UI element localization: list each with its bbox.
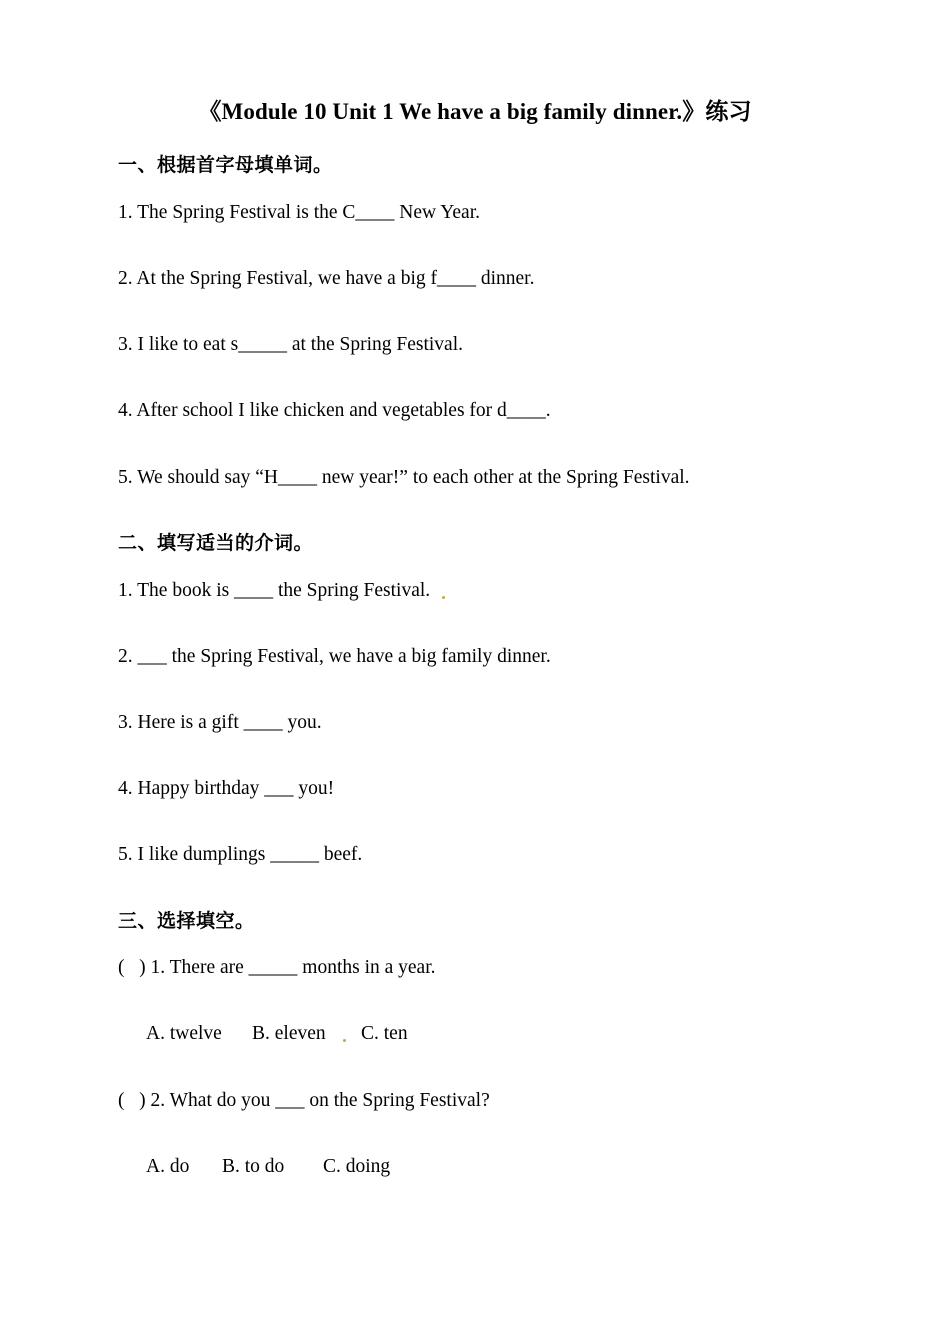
section-1-heading: 一、根据首字母填单词。 (118, 154, 333, 176)
section-2-item-1: 1. The book is ____ the Spring Festival. (118, 580, 431, 601)
question-2-option-c: C. doing (323, 1156, 391, 1177)
section-3-question-2: ( ) 2. What do you ___ on the Spring Festival? (118, 1090, 490, 1111)
question-2-option-b: B. to do (222, 1156, 285, 1177)
page-title: 《Module 10 Unit 1 We have a big family dinner.》练习 (198, 99, 752, 124)
question-1-option-a: A. twelve (146, 1023, 222, 1044)
section-2-item-3: 3. Here is a gift ____ you. (118, 712, 322, 733)
section-1-item-3: 3. I like to eat s_____ at the Spring Festival. (118, 334, 463, 355)
question-1-option-c: C. ten (361, 1023, 408, 1044)
section-2-item-5: 5. I like dumplings _____ beef. (118, 844, 363, 865)
section-2-heading: 二、填写适当的介词。 (118, 532, 314, 554)
section-1-item-4: 4. After school I like chicken and vegetables for d____. (118, 400, 551, 421)
section-3-question-1: ( ) 1. There are _____ months in a year. (118, 957, 436, 978)
section-1-item-5: 5. We should say “H____ new year!” to each other at the Spring Festival. (118, 467, 690, 488)
question-2-option-a: A. do (146, 1156, 190, 1177)
question-1-option-b: B. eleven (252, 1023, 326, 1044)
section-1-item-1: 1. The Spring Festival is the C____ New Year. (118, 202, 481, 223)
decorative-dot (442, 596, 445, 599)
decorative-dot (343, 1039, 346, 1042)
section-2-item-4: 4. Happy birthday ___ you! (118, 778, 335, 799)
section-1-item-2: 2. At the Spring Festival, we have a big f____ dinner. (118, 268, 535, 289)
section-2-item-2: 2. ___ the Spring Festival, we have a big family dinner. (118, 646, 551, 667)
section-3-heading: 三、选择填空。 (118, 910, 255, 932)
